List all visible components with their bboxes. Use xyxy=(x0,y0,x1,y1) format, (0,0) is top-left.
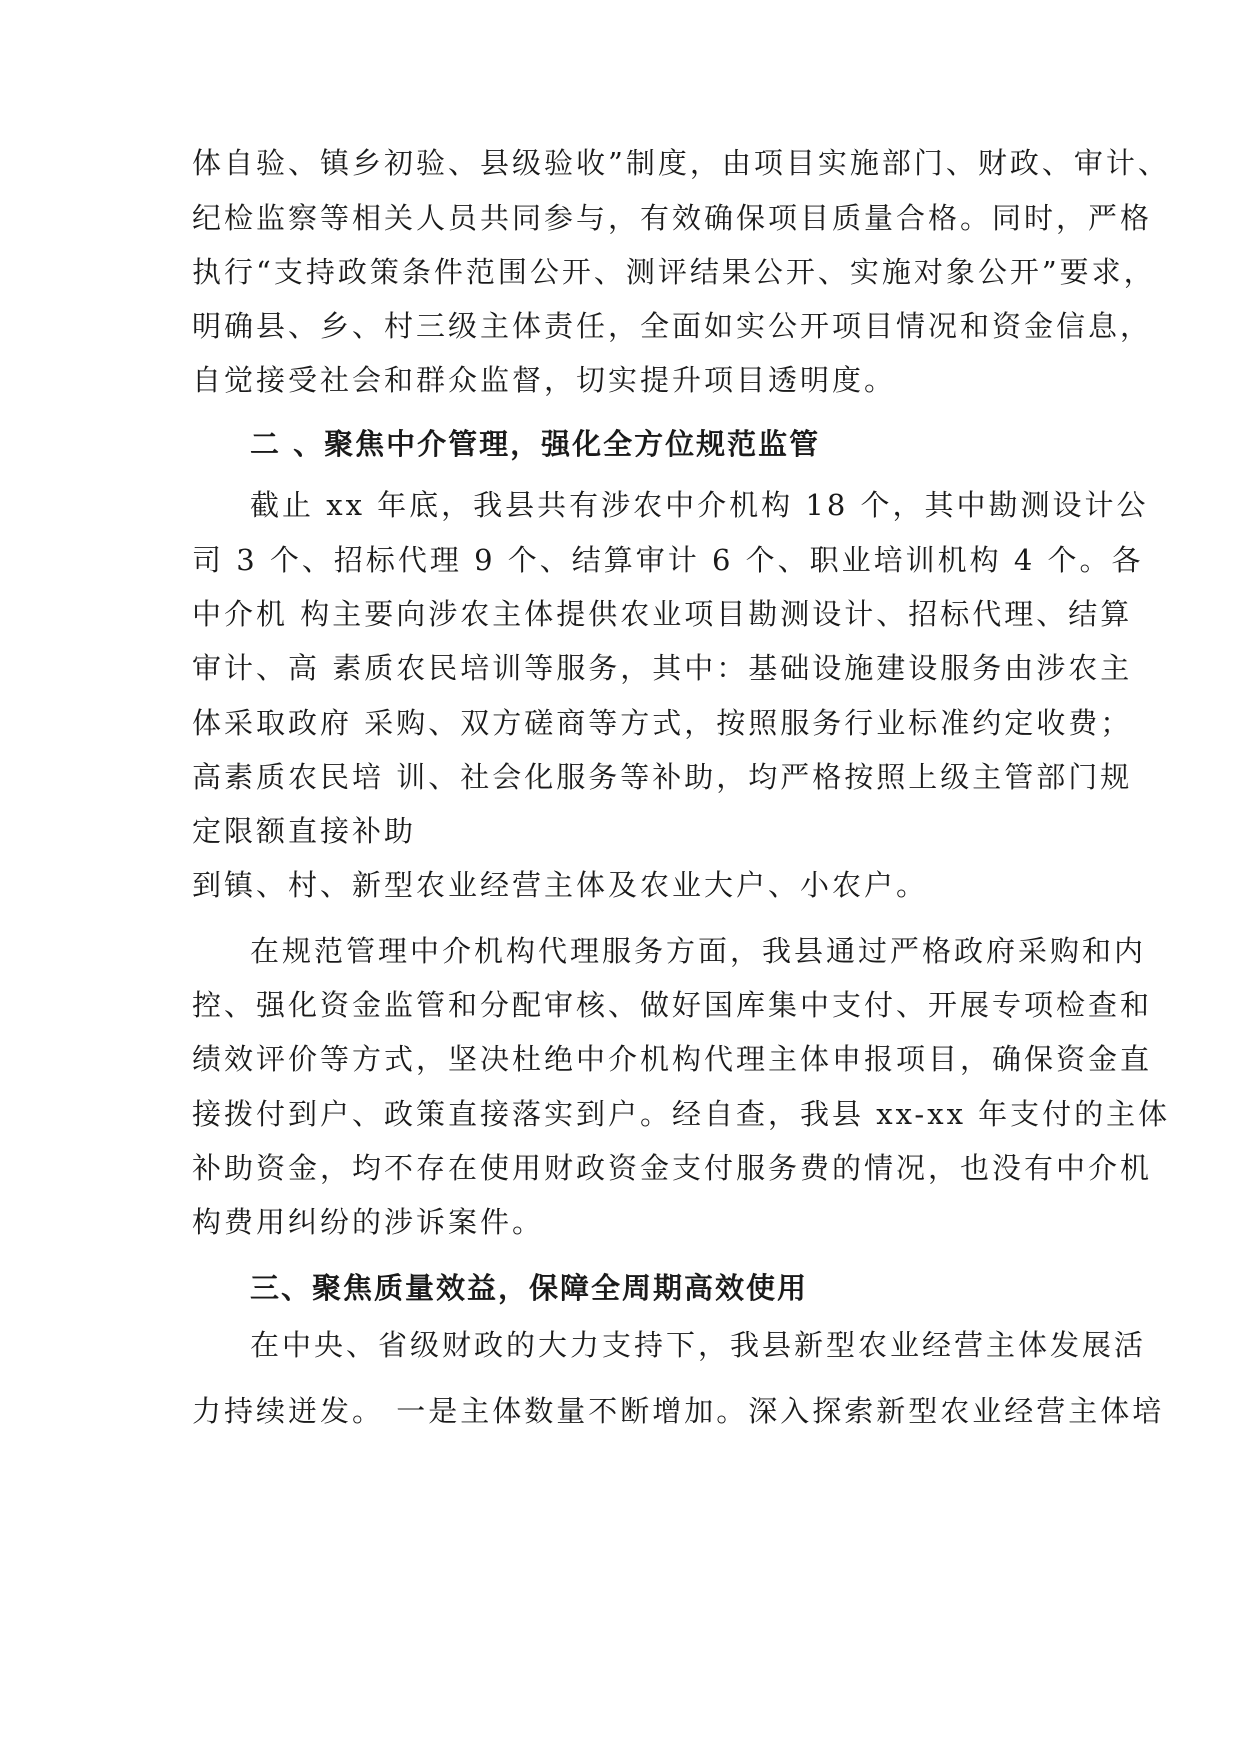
paragraph-line: 中介机 构主要向涉农主体提供农业项目勘测设计、招标代理、结算 xyxy=(192,597,1133,631)
paragraph-line: 司 3 个、招标代理 9 个、结算审计 6 个、职业培训机构 4 个。各 xyxy=(192,543,1144,577)
paragraph-line: 截止 xx 年底，我县共有涉农中介机构 18 个，其中勘测设计公 xyxy=(250,488,1149,522)
paragraph-line: 到镇、村、新型农业经营主体及农业大户、小农户。 xyxy=(192,868,929,902)
paragraph-line: 在中央、省级财政的大力支持下，我县新型农业经营主体发展活 xyxy=(250,1328,1147,1362)
section-heading: 三、聚焦质量效益，保障全周期高效使用 xyxy=(250,1271,809,1305)
paragraph-line: 体自验、镇乡初验、县级验收”制度，由项目实施部门、财政、审计、 xyxy=(192,146,1170,180)
paragraph-line: 控、强化资金监管和分配审核、做好国库集中支付、开展专项检查和 xyxy=(192,988,1153,1022)
paragraph-line: 定限额直接补助 xyxy=(192,814,417,848)
section-heading: 二 、聚焦中介管理，强化全方位规范监管 xyxy=(250,427,821,461)
paragraph-line: 纪检监察等相关人员共同参与，有效确保项目质量合格。同时，严格 xyxy=(192,201,1153,235)
paragraph-line: 在规范管理中介机构代理服务方面，我县通过严格政府采购和内 xyxy=(250,934,1147,968)
paragraph-line: 明确县、乡、村三级主体责任，全面如实公开项目情况和资金信息， xyxy=(192,309,1153,343)
paragraph-line: 力持续迸发。 一是主体数量不断增加。深入探索新型农业经营主体培 xyxy=(192,1394,1165,1428)
paragraph-line: 执行“支持政策条件范围公开、测评结果公开、实施对象公开”要求， xyxy=(192,255,1156,289)
paragraph-line: 绩效评价等方式，坚决杜绝中介机构代理主体申报项目，确保资金直 xyxy=(192,1042,1153,1076)
paragraph-line: 构费用纠纷的涉诉案件。 xyxy=(192,1205,545,1239)
paragraph-line: 高素质农民培 训、社会化服务等补助，均严格按照上级主管部门规 xyxy=(192,760,1133,794)
paragraph-line: 审计、高 素质农民培训等服务，其中：基础设施建设服务由涉农主 xyxy=(192,651,1133,685)
paragraph-line: 自觉接受社会和群众监督，切实提升项目透明度。 xyxy=(192,363,897,397)
paragraph-line: 体采取政府 采购、双方磋商等方式，按照服务行业标准约定收费； xyxy=(192,706,1133,740)
paragraph-line: 补助资金，均不存在使用财政资金支付服务费的情况，也没有中介机 xyxy=(192,1151,1153,1185)
paragraph-line: 接拨付到户、政策直接落实到户。经自查，我县 xx-xx 年支付的主体 xyxy=(192,1097,1171,1131)
